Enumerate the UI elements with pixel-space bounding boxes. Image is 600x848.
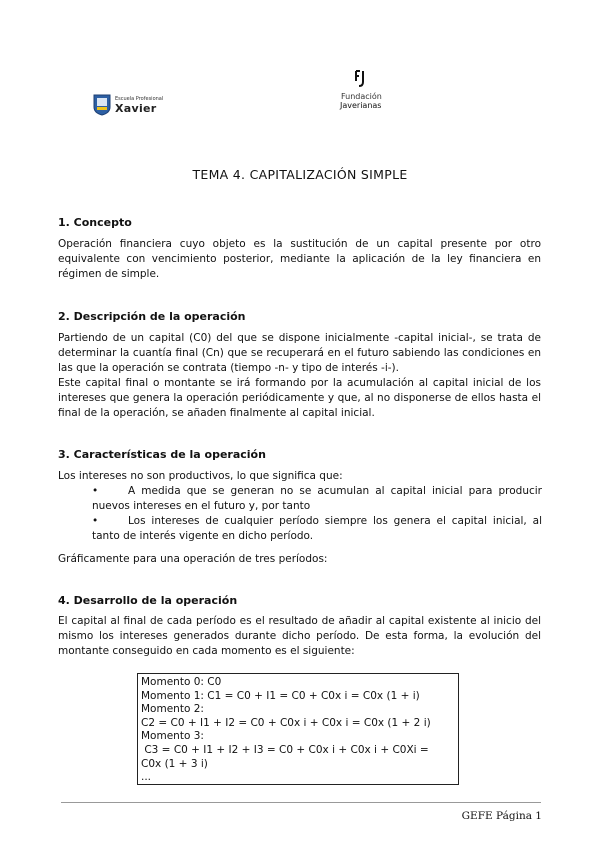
list-item — [92, 484, 542, 514]
paragraph: Operación financiera cuyo objeto es la sustitución de un capital presente por otro equivalente con vencimiento posterior, mediante la aplicación de la ley financiera en régimen de simple. — [58, 238, 541, 280]
formula-line: C3 = C0 + I1 + I2 + I3 = C0 + C0x i + C0x i + C0Xi = — [141, 743, 429, 756]
section-heading: 2. Descripción de la operación — [58, 310, 246, 323]
paragraph: Gráficamente para una operación de tres períodos: — [58, 553, 328, 565]
paragraph: Este capital final o montante se irá formando por la acumulación al capital inicial de los intereses que genera la operación periódicamente y que, al no disponerse de ellos hasta el final de la operación, se añaden finalmente al capital inicial. — [58, 377, 541, 419]
list-item — [92, 514, 542, 544]
page-title: TEMA 4. CAPITALIZACIÓN SIMPLE — [192, 167, 408, 182]
logo-name: Xavier — [115, 102, 157, 115]
fundacion-logo — [336, 70, 396, 116]
formula-line: ... — [141, 771, 152, 784]
logo-line-1: Fundación — [341, 92, 382, 101]
formula-line: Momento 2: — [141, 703, 204, 716]
xavier-logo — [93, 94, 183, 118]
formula-box — [137, 673, 459, 785]
logo-line-2: Javerianas — [340, 101, 382, 110]
formula-line: Momento 3: — [141, 730, 204, 743]
logo-subtitle: Escuela Profesional — [115, 96, 164, 102]
fj-mark-icon — [354, 70, 366, 88]
list-item-text: Los intereses de cualquier período siempre los genera el capital inicial, al tanto de interés vigente en dicho período. — [92, 515, 542, 542]
bullet-symbol: • — [92, 485, 99, 497]
formula-line: Momento 0: C0 — [141, 676, 222, 688]
shield-icon — [93, 94, 111, 116]
footer-divider — [61, 802, 541, 803]
paragraph: El capital al final de cada período es el resultado de añadir al capital existente al inicio del mismo los intereses generados durante dicho período. De esta forma, la evolución del montante conseguido en cada momento es el siguiente: — [58, 615, 541, 657]
section-heading: 4. Desarrollo de la operación — [58, 594, 238, 607]
bullet-symbol: • — [92, 515, 99, 527]
list-item-text: A medida que se generan no se acumulan al capital inicial para producir nuevos intereses en el futuro y, por tanto — [92, 485, 542, 512]
formula-line: C0x (1 + 3 i) — [141, 757, 208, 770]
section-heading: 1. Concepto — [58, 216, 132, 229]
formula-line: C2 = C0 + I1 + I2 = C0 + C0x i + C0x i = C0x (1 + 2 i) — [141, 716, 431, 729]
section-heading: 3. Características de la operación — [58, 448, 266, 461]
formula-line: Momento 1: C1 = C0 + I1 = C0 + C0x i = C0x (1 + i) — [141, 689, 420, 702]
paragraph: Los intereses no son productivos, lo que significa que: — [58, 470, 343, 482]
paragraph: Partiendo de un capital (C0) del que se dispone inicialmente -capital inicial-, se trata de determinar la cuantía final (Cn) que se recuperará en el futuro sabiendo las condiciones en las que la operación se contrata (tiempo -n- y tipo de interés -i-). — [58, 332, 541, 374]
page-footer: GEFE Página 1 — [461, 810, 542, 822]
